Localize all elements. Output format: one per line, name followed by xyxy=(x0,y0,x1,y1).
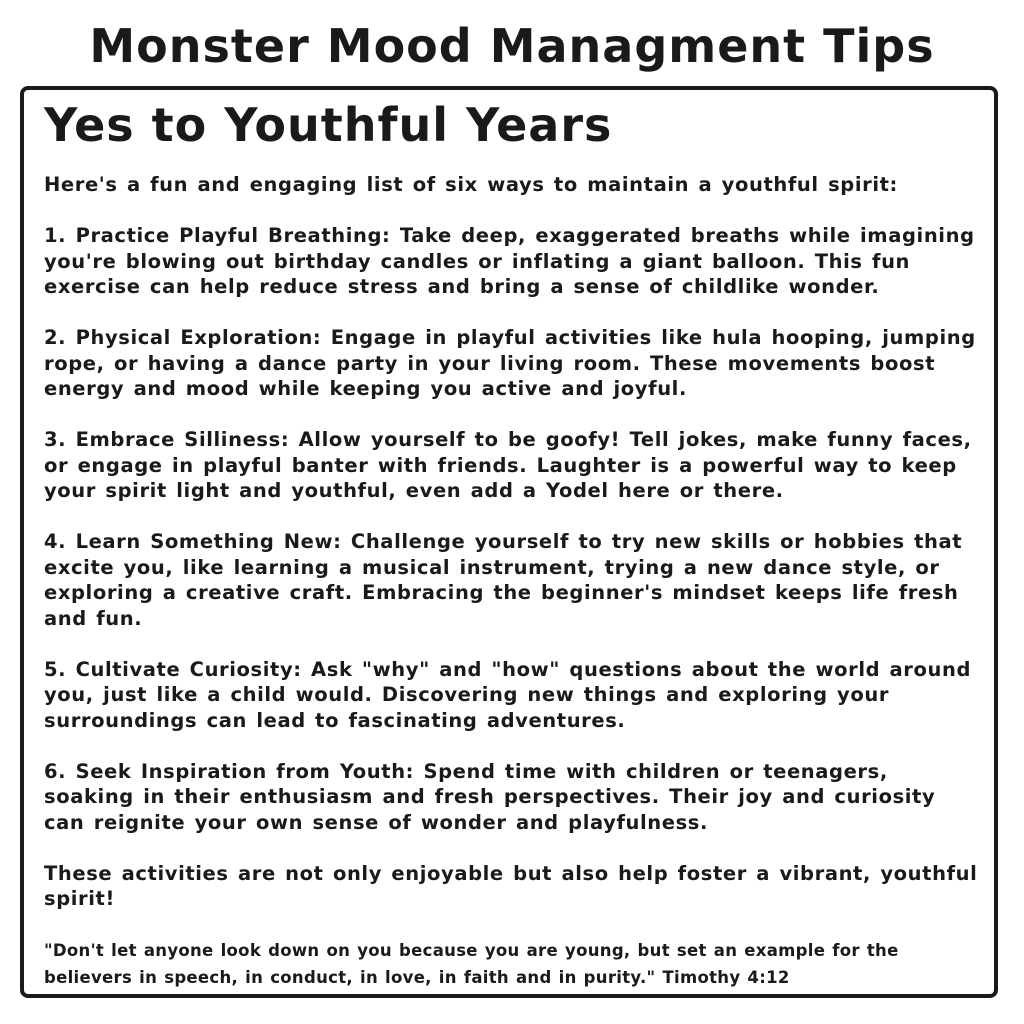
closing-paragraph: These activities are not only enjoyable but also help foster a vibrant, youthful spirit! xyxy=(44,861,978,910)
card-body xyxy=(44,172,978,912)
card-heading: Yes to Youthful Years xyxy=(44,98,613,152)
tip-5: 5. Cultivate Curiosity: Ask "why" and "how" questions about the world around you, just like a child would. Discovering new things and exploring your surroundings can lead to fascinating adventures. xyxy=(44,657,972,732)
bible-quote: "Don't let anyone look down on you because you are young, but set an example for the believers in speech, in conduct, in love, in faith and in purity." Timothy 4:12 xyxy=(44,941,899,987)
page-title: Monster Mood Managment Tips xyxy=(89,19,935,73)
intro-paragraph: Here's a fun and engaging list of six ways to maintain a youthful spirit: xyxy=(44,173,898,196)
tip-2: 2. Physical Exploration: Engage in playful activities like hula hooping, jumping rope, or having a dance party in your living room. These movements boost energy and mood while keeping you active and joyful. xyxy=(44,326,976,400)
tip-3: 3. Embrace Silliness: Allow yourself to be goofy! Tell jokes, make funny faces, or engage in playful banter with friends. Laughter is a powerful way to keep your spirit light and youthful, even add a Yodel here or there. xyxy=(44,428,972,502)
tip-6: 6. Seek Inspiration from Youth: Spend time with children or teenagers, soaking in their enthusiasm and fresh perspectives. Their joy and curiosity can reignite your own sense of wonder and playfulness. xyxy=(44,759,936,834)
tip-1: 1. Practice Playful Breathing: Take deep, exaggerated breaths while imagining you're blowing out birthday candles or inflating a giant balloon. This fun exercise can help reduce stress and bring a sense of childlike wonder. xyxy=(44,224,975,298)
tips-card xyxy=(20,86,998,998)
tip-4: 4. Learn Something New: Challenge yourself to try new skills or hobbies that excite you, like learning a musical instrument, trying a new dance style, or exploring a creative craft. Embracing the beginner's mindset keeps life fresh and fun. xyxy=(44,530,963,630)
